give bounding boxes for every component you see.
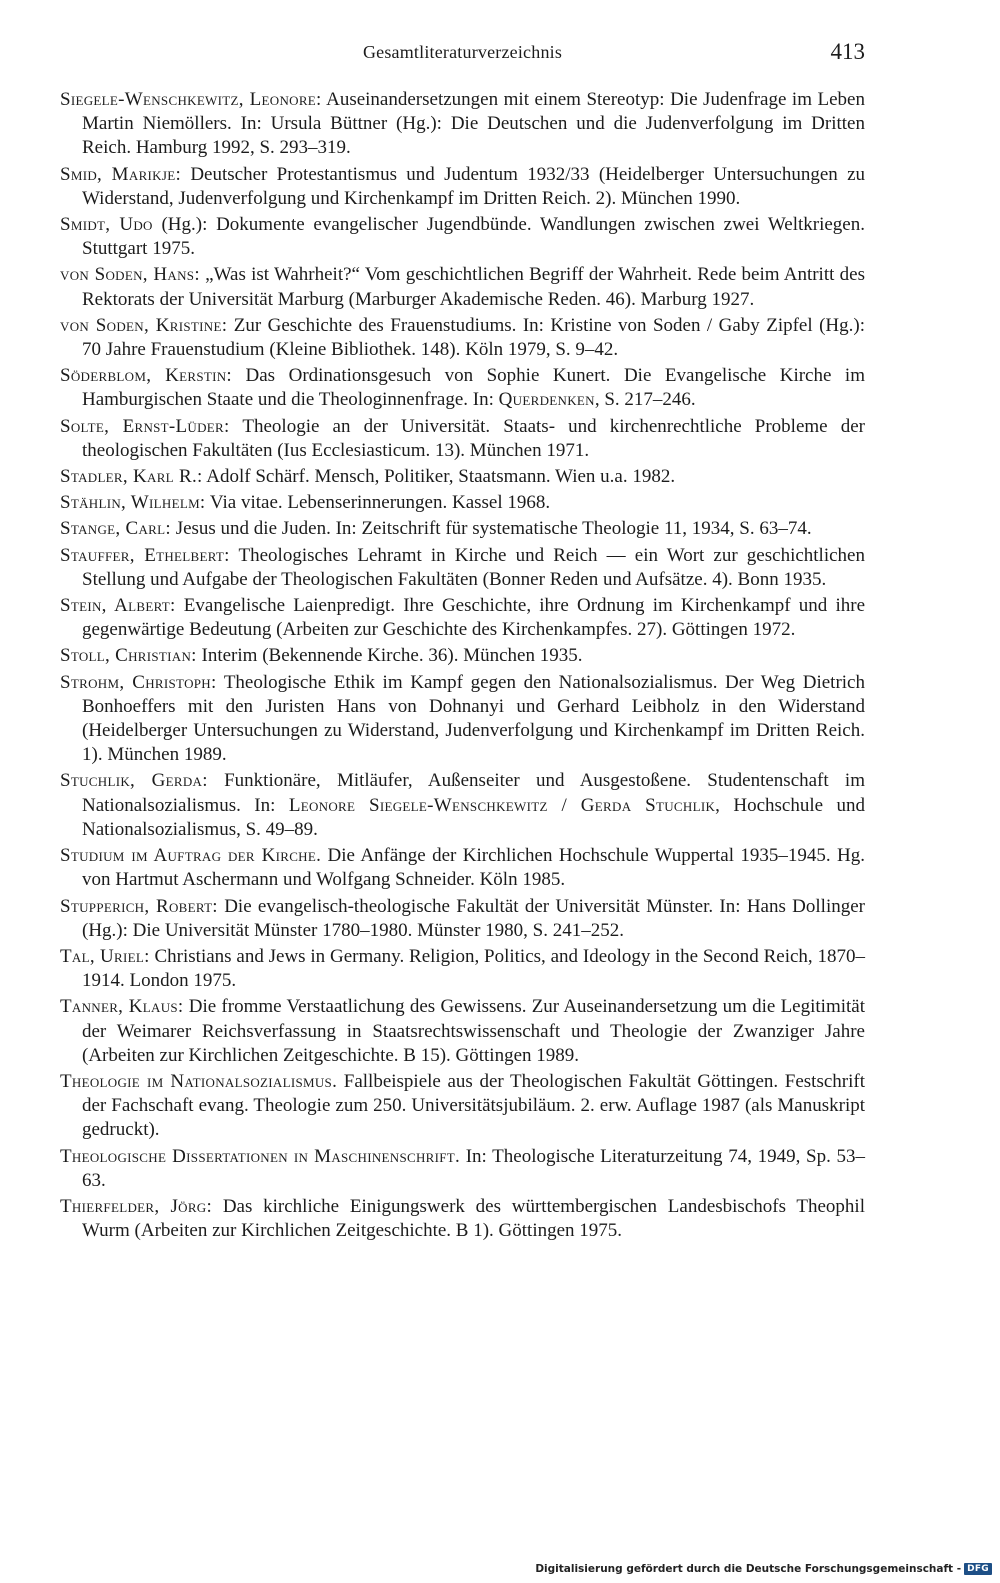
entry-text: Zur Geschichte des Frauenstudiums. In: Kristine von Soden / Gaby Zipfel (Hg.): 70 Jahre Frauenstudium (Kleine Bibliothek. 148). Köln 1979, S. 9–42.	[82, 314, 865, 361]
entry-author: Stadler, Karl R.:	[60, 466, 203, 488]
entry-text: Funktionäre, Mitläufer, Außenseiter und Ausgestoßene. Studentenschaft im Nationalsozialismus. In:	[82, 770, 865, 816]
bibliography-entry	[60, 671, 865, 768]
bibliography-entry	[60, 88, 865, 161]
entry-text: Theologisches Lehramt in Kirche und Reich — ein Wort zur geschichtlichen Stellung und Aufgabe der Theologischen Fakultäten (Bonner Reden und Aufsätze. 4). Bonn 1935.	[82, 544, 865, 590]
entry-text: Via vitae. Lebenserinnerungen. Kassel 1968.	[205, 492, 551, 514]
bibliography-entry	[60, 263, 865, 311]
bibliography-entry	[60, 769, 865, 842]
entry-text: Christians and Jews in Germany. Religion, Politics, and Ideology in the Second Reich, 1870–1914. London 1975.	[82, 945, 865, 992]
entry-author: Stein, Albert:	[60, 595, 176, 617]
entry-author: Theologische Dissertationen in Maschinenschrift.	[60, 1145, 461, 1167]
entry-author: Tanner, Klaus:	[60, 996, 184, 1018]
entry-text-tail: , Hochschule und Nationalsozialismus, S. 49–89.	[82, 794, 865, 840]
bibliography-entry	[60, 163, 865, 211]
entry-author: von Soden, Hans:	[60, 264, 200, 286]
entry-text: Theologie an der Universität. Staats- und kirchenrechtliche Probleme der theologischen Fakultäten (Ius Ecclesiasticum. 13). München 1971.	[82, 415, 865, 461]
bibliography-entry	[60, 995, 865, 1068]
entry-text: Das kirchliche Einigungswerk des württembergischen Landesbischofs Theophil Wurm (Arbeiten zur Kirchlichen Zeitgeschichte. B 1). Göttingen 1975.	[82, 1195, 865, 1242]
bibliography-entry	[60, 1145, 865, 1193]
bibliography-entry	[60, 491, 865, 515]
bibliography-entry	[60, 895, 865, 943]
bibliography-entry	[60, 1070, 865, 1143]
entry-author: Stange, Carl:	[60, 518, 171, 540]
entry-text: Adolf Schärf. Mensch, Politiker, Staatsmann. Wien u.a. 1982.	[202, 466, 676, 488]
entry-text: (Hg.): Dokumente evangelischer Jugendbünde. Wandlungen zwischen zwei Weltkriegen. Stuttgart 1975.	[82, 214, 865, 260]
entry-text: Deutscher Protestantismus und Judentum 1932/33 (Heidelberger Untersuchungen zu Widerstand, Judenverfolgung und Kirchenkampf im Dritten Reich. 2). München 1990.	[82, 163, 866, 209]
entry-text: Jesus und die Juden. In: Zeitschrift für systematische Theologie 11, 1934, S. 63–74.	[170, 518, 812, 540]
bibliography-entry	[60, 945, 865, 993]
entry-author: Siegele-Wenschkewitz, Leonore:	[60, 89, 322, 110]
entry-author: Theologie im Nationalsozialismus.	[60, 1070, 338, 1092]
bibliography-entry	[60, 364, 865, 412]
bibliography-entry	[60, 213, 865, 261]
page-number: 413	[830, 39, 865, 64]
entry-text: „Was ist Wahrheit?“ Vom geschichtlichen Begriff der Wahrheit. Rede beim Antritt des Rektorats der Universität Marburg (Marburger Akademische Reden. 46). Marburg 1927.	[82, 264, 865, 310]
entry-author: Stauffer, Ethelbert:	[60, 544, 230, 566]
bibliography-entry	[60, 314, 865, 362]
entry-author: Smidt, Udo	[60, 214, 153, 236]
digitization-footer	[535, 1560, 992, 1578]
running-title: Gesamtliteraturverzeichnis	[362, 42, 563, 62]
entry-text: Interim (Bekennende Kirche. 36). München 1935.	[196, 645, 583, 667]
entry-text-tail: , S. 217–246.	[594, 389, 696, 411]
entry-author: Tal, Uriel:	[60, 945, 150, 967]
entry-text: In: Theologische Literaturzeitung 74, 1949, Sp. 53–63.	[82, 1145, 865, 1191]
entry-author: von Soden, Kristine:	[60, 314, 228, 336]
footer-text: Digitalisierung gefördert durch die Deutsche Forschungsgemeinschaft -	[535, 1563, 962, 1575]
bibliography-entry	[60, 844, 865, 892]
entry-text: Fallbeispiele aus der Theologischen Fakultät Göttingen. Festschrift der Fachschaft evang. Theologie zum 250. Universitätsjubiläum. 2. erw. Auflage 1987 (als Manuskript gedruckt).	[82, 1070, 865, 1141]
entry-cited-work: Leonore Siegele-Wenschkewitz / Gerda Stuchlik	[288, 794, 716, 816]
entry-text: Die Anfänge der Kirchlichen Hochschule Wuppertal 1935–1945. Hg. von Hartmut Aschermann und Wolfgang Schneider. Köln 1985.	[82, 845, 865, 891]
entry-text: Die fromme Verstaatlichung des Gewissens. Zur Auseinandersetzung um die Legitimität der Weimarer Reichsverfassung in Staatsrechtswissenschaft und Theologie der Zwanziger Jahre (Arbeiten zur Kirchlichen Zeitgeschichte. B 15). Göttingen 1989.	[82, 996, 865, 1066]
bibliography-entry	[60, 517, 865, 541]
bibliography-entry	[60, 1195, 865, 1243]
dfg-logo: DFG	[964, 1563, 992, 1575]
entry-author: Strohm, Christoph:	[60, 671, 217, 693]
entry-text: Theologische Ethik im Kampf gegen den Nationalsozialismus. Der Weg Dietrich Bonhoeffers mit den Juristen Hans von Dohnanyi und Gerhard Leibholz in den Widerstand (Heidelberger Untersuchungen zu Widerstand, Judenverfolgung und Kirchenkampf im Dritten Reich. 1). München 1989.	[82, 671, 865, 766]
page-header	[60, 39, 865, 76]
entry-author: Thierfelder, Jörg:	[60, 1195, 213, 1217]
entry-author: Stupperich, Robert:	[60, 895, 218, 917]
entry-author: Söderblom, Kerstin:	[60, 365, 232, 387]
bibliography-entry	[60, 544, 865, 592]
bibliography-entry	[60, 644, 865, 668]
bibliography-entry	[60, 415, 865, 463]
entry-author: Studium im Auftrag der Kirche.	[60, 845, 322, 867]
entry-author: Stählin, Wilhelm:	[60, 492, 206, 514]
entry-text: Das Ordinationsgesuch von Sophie Kunert. Die Evangelische Kirche im Hamburgischen Staate und die Theologinnenfrage. In:	[82, 365, 865, 411]
entry-author: Solte, Ernst-Lüder:	[60, 415, 230, 437]
entry-author: Stuchlik, Gerda:	[60, 770, 208, 792]
bibliography-entry	[60, 594, 865, 642]
entry-text: Auseinandersetzungen mit einem Stereotyp: Die Judenfrage im Leben Martin Niemöllers. In: Ursula Büttner (Hg.): Die Deutschen und die Judenverfolgung im Dritten Reich. Hamburg 1992, S. 293–319.	[82, 89, 865, 159]
entry-text: Die evangelisch-theologische Fakultät der Universität Münster. In: Hans Dollinger (Hg.): Die Universität Münster 1780–1980. Münster 1980, S. 241–252.	[82, 895, 865, 941]
entry-cited-work: Querdenken	[498, 389, 595, 411]
bibliography-entry	[60, 465, 865, 489]
entry-author: Stoll, Christian:	[60, 645, 197, 667]
entry-text: Evangelische Laienpredigt. Ihre Geschichte, ihre Ordnung im Kirchenkampf und ihre gegenwärtige Bedeutung (Arbeiten zur Geschichte des Kirchenkampfes. 27). Göttingen 1972.	[82, 595, 865, 641]
entry-author: Smid, Marikje:	[60, 163, 182, 185]
bibliography-list	[60, 88, 865, 1245]
